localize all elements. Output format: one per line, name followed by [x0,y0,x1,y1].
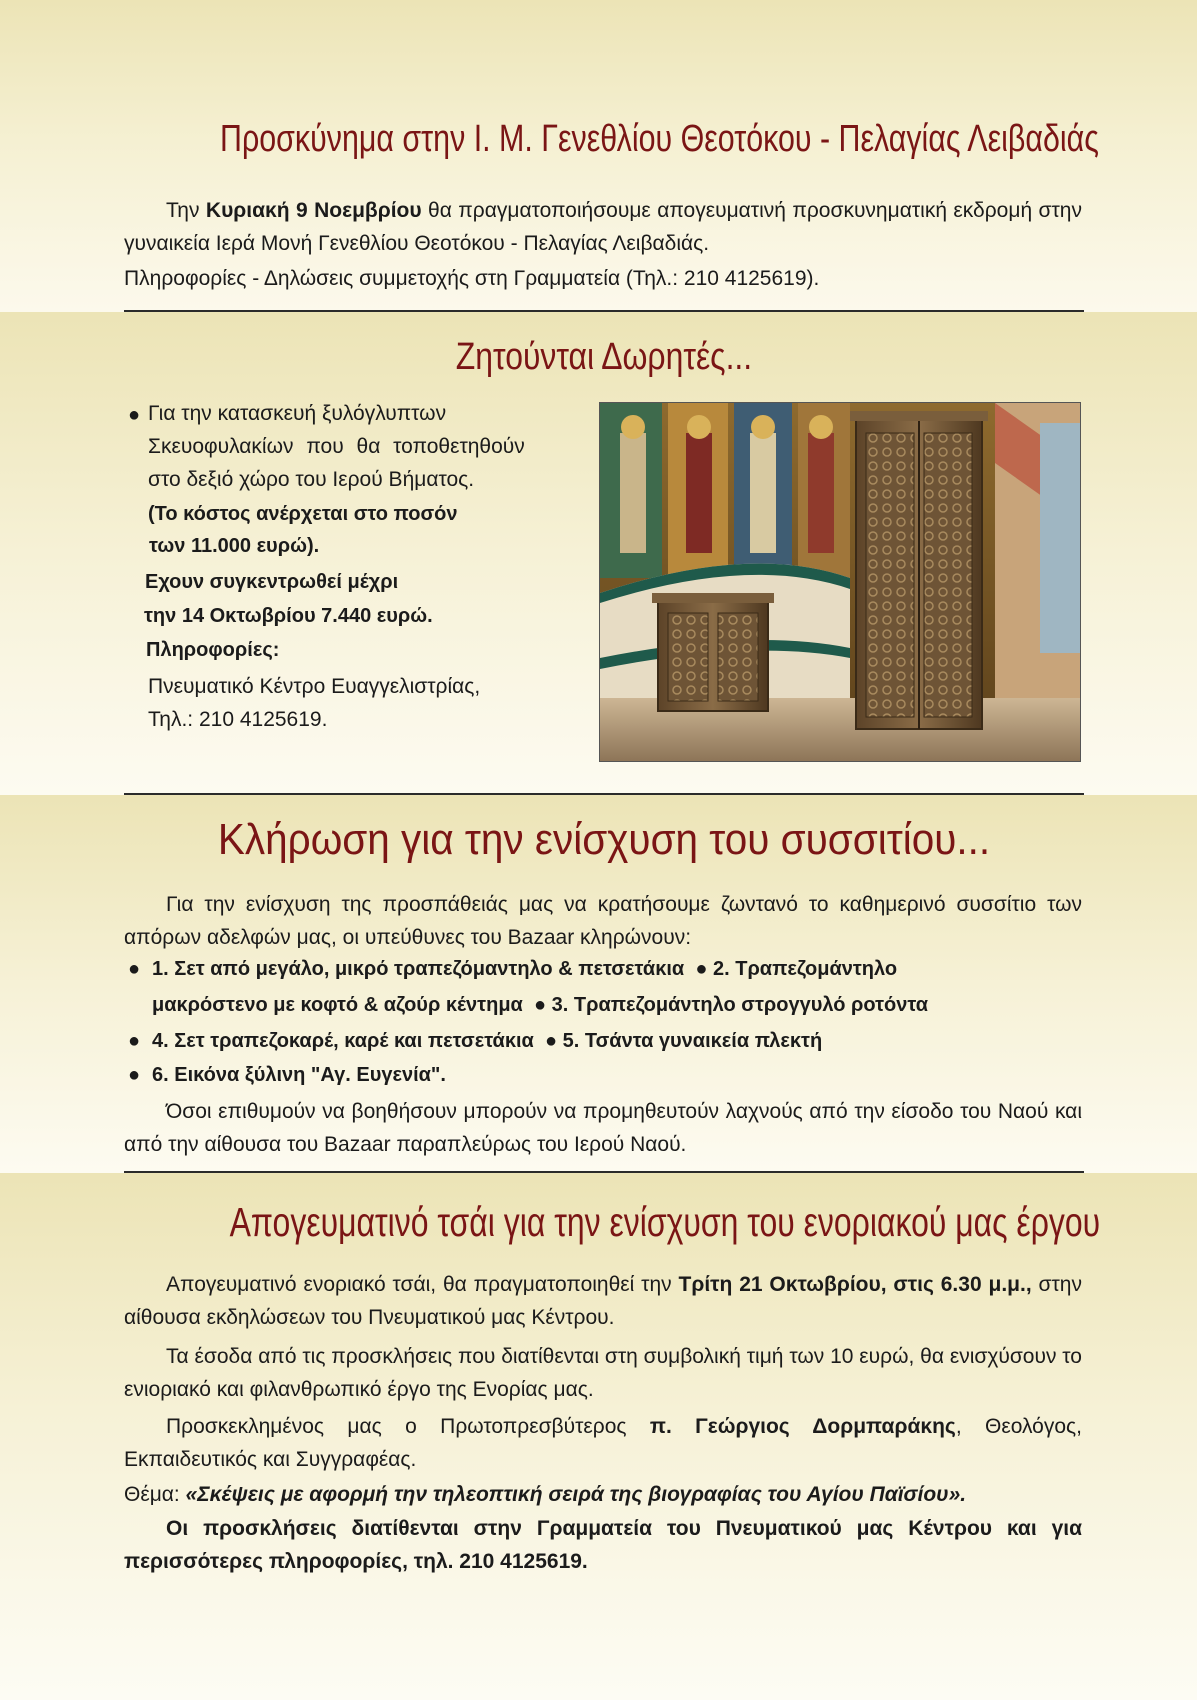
tea-p1-start: Απογευματινό ενοριακό τσάι, θα πραγματοποιηθεί την [166,1273,679,1296]
tea-paragraph-5: Οι προσκλήσεις διατίθενται στην Γραμματεία του Πνευματικού μας Κέντρου και για περισσότερες πληροφορίες, τηλ. 210 4125619. [124,1517,1082,1573]
divider-1 [124,310,1084,312]
bullet-icon: ● [689,958,713,980]
raffle-title: Κλήρωση για την ενίσχυση του συσσιτίου... [217,815,991,864]
tea-title: Απογευματινό τσάι για την ενίσχυση του ενοριακού μας έργου [229,1199,1101,1245]
donors-cost-1: (Το κόστος ανέρχεται στο ποσόν [148,503,458,525]
prize-3-text: 3. Τραπεζομάντηλο στρογγυλό ροτόντα [551,994,929,1016]
pilgrimage-date: Κυριακή 9 Νοεμβρίου [205,199,422,222]
tea-topic-label: Θέμα: [124,1483,186,1506]
bullet-icon: ● [128,1030,141,1052]
donors-collected-1: Εχουν συγκεντρωθεί μέχρι [145,571,399,593]
prize-1-text: 1. Σετ από μεγάλο, μικρό τραπεζόμαντηλο & πετσετάκια [152,958,685,980]
donors-line-3: στο δεξιό χώρο του Ιερού Βήματος. [148,468,475,491]
prize-4-text: 4. Σετ τραπεζοκαρέ, καρέ και πετσετάκια [152,1030,534,1052]
donors-info-place: Πνευματικό Κέντρο Ευαγγελιστρίας, [148,675,481,698]
donors-cost-2: των 11.000 ευρώ). [149,535,320,557]
bullet-icon: ● [128,1064,141,1086]
sacristy-cabinets-photo [599,402,1081,762]
tea-date: Τρίτη 21 Οκτωβρίου, στις 6.30 μ.μ., [678,1273,1032,1296]
donors-line-2: Σκευοφυλακίων που θα τοποθετηθούν [148,435,525,458]
tea-topic: «Σκέψεις με αφορμή την τηλεοπτική σειρά της βιογραφίας του Αγίου Παϊσίου». [185,1483,967,1506]
tea-p1-end: στην αίθουσα εκδηλώσεων του Πνευματικού μας Κέντρου. [124,1273,1082,1329]
tea-paragraph-4 [124,1478,1082,1511]
raffle-outro: Όσοι επιθυμούν να βοηθήσουν μπορούν να προμηθευτούν λαχνούς από την είσοδο του Ναού και από την αίθουσα του Bazaar παραπλεύρως του Ιερού Ναού. [124,1100,1082,1156]
bullet-icon: ● [528,994,552,1016]
donors-line-1: Για την κατασκευή ξυλόγλυπτων [148,402,447,425]
divider-2 [124,793,1084,795]
raffle-prize-3 [152,1025,822,1058]
prize-2-text-cont: μακρόστενο με κοφτό & αζούρ κέντημα [152,994,523,1016]
bullet-icon: ● [128,958,141,980]
pilgrimage-paragraph [124,194,1082,260]
prize-5-text: 5. Τσάντα γυναικεία πλεκτή [562,1030,823,1052]
tea-paragraph-2: Τα έσοδα από τις προσκλήσεις που διατίθενται στη συμβολική τιμή των 10 ευρώ, θα ενισχύσουν το ενιοριακό και φιλανθρωπικό έργο της Ενορίας μας. [124,1345,1082,1401]
raffle-prize-1 [152,953,897,986]
pilgrimage-info: Πληροφορίες - Δηλώσεις συμμετοχής στη Γραμματεία (Τηλ.: 210 4125619). [124,267,820,290]
donors-collected-2: την 14 Οκτωβρίου 7.440 ευρώ. [144,605,433,627]
tea-paragraph-1 [124,1268,1082,1334]
raffle-prize-2 [152,989,928,1022]
speaker-name: π. Γεώργιος Δορμπαράκης [649,1415,956,1438]
pilgrimage-text-start: Την [166,199,206,222]
tea-paragraph-3 [124,1410,1082,1476]
bullet-icon: ● [128,404,141,426]
donors-title: Ζητούνται Δωρητές... [455,336,753,378]
pilgrimage-title: Προσκύνημα στην Ι. Μ. Γενεθλίου Θεοτόκου - Πελαγίας Λειβαδιάς [220,118,1099,160]
pilgrimage-text-end: θα πραγματοποιήσουμε απογευματινή προσκυνηματική εκδρομή στην γυναικεία Ιερά Μονή Γενεθλίου Θεοτόκου - Πελαγίας Λειβαδιάς. [124,199,1082,255]
donors-info-phone: Τηλ.: 210 4125619. [148,708,328,731]
tea-p3-start: Προσκεκλημένος μας ο Πρωτοπρεσβύτερος [166,1415,650,1438]
donors-info-label: Πληροφορίες: [146,639,280,661]
raffle-intro: Για την ενίσχυση της προσπάθειάς μας να κρατήσουμε ζωντανό το καθημερινό συσσίτιο των απόρων αδελφών μας, οι υπεύθυνες του Bazaar κληρώνουν: [124,893,1082,949]
raffle-prize-4: 6. Εικόνα ξύλινη "Αγ. Ευγενία". [152,1064,446,1086]
tea-p3-end: , Θεολόγος, Εκπαιδευτικός και Συγγραφέας. [124,1415,1082,1471]
divider-3 [124,1171,1084,1173]
prize-2-text: 2. Τραπεζομάντηλο [712,958,898,980]
bullet-icon: ● [539,1030,563,1052]
